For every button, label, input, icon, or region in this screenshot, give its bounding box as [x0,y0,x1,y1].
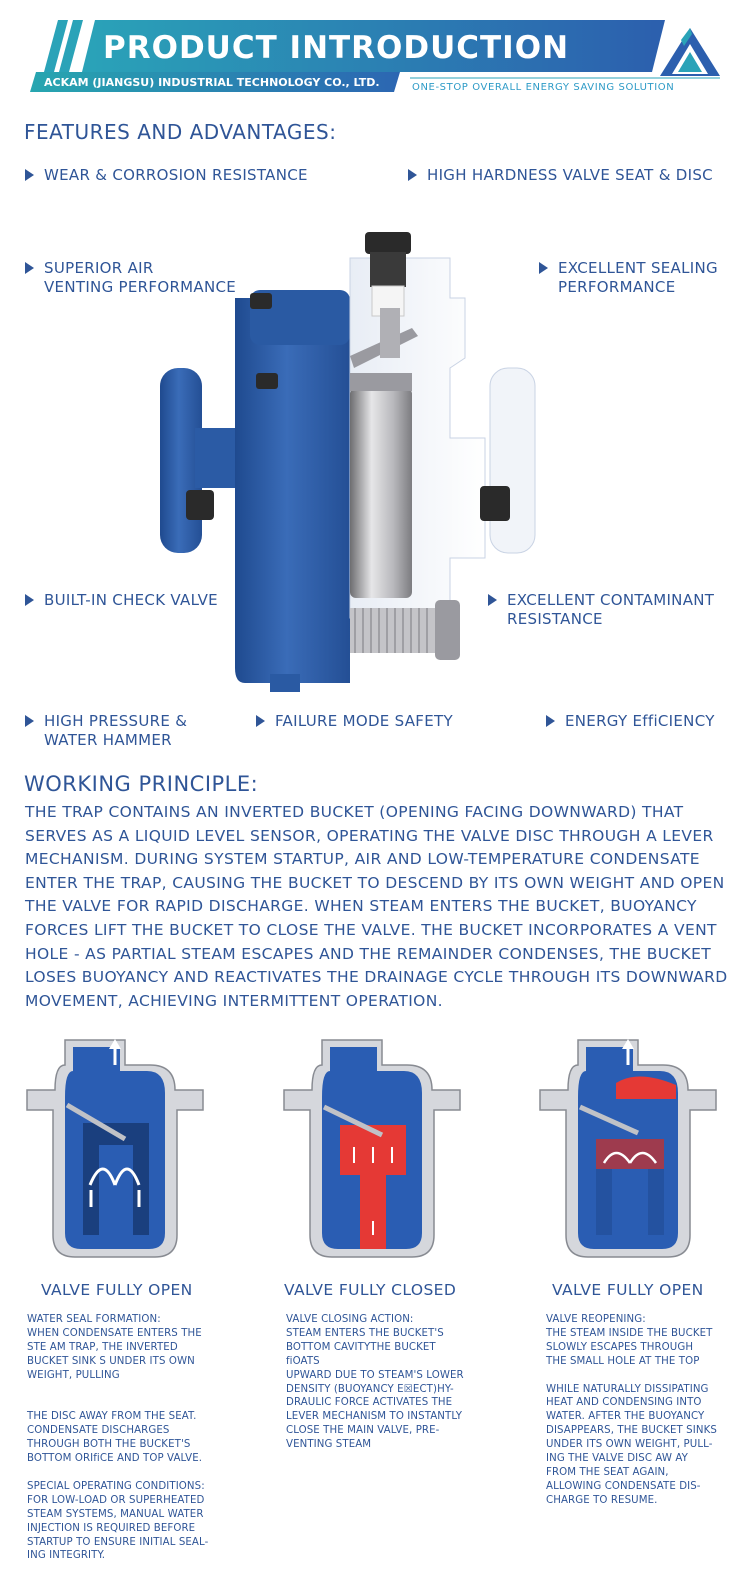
feature-label: SUPERIOR AIR VENTING PERFORMANCE [44,259,237,296]
feature-label: EXCELLENT CONTAMINANT RESISTANCE [507,591,715,628]
ackam-logo-icon [660,28,720,76]
principle-title: WORKING PRINCIPLE: [24,772,259,796]
diagram-title: VALVE FULLY CLOSED [284,1281,457,1299]
triangle-bullet-icon [256,715,265,727]
feature-item [25,712,187,750]
triangle-bullet-icon [25,715,34,727]
diagram-description: WATER SEAL FORMATION: WHEN CONDENSATE ENTERS THE STE AM TRAP, THE INVERTED BUCKET SINK S UNDER ITS OWN WEIGHT, PULLING THE DISC AWAY FROM THE SEAT. CONDENSATE DISCHARGES THROUGH BOTH THE BUCKET'S BOTTOM ORIfiCE AND TOP VALVE. SPECIAL OPERATING CONDITIONS: FOR LOW-LOAD OR SUPERHEATED STEAM SYSTEMS, MANUAL WATER INJECTION IS REQUIRED BEFORE STARTUP TO ENSURE INITIAL SEAL- ING INTEGRITY. [27,1314,209,1562]
triangle-bullet-icon [25,262,34,274]
feature-item [25,166,308,185]
feature-label: BUILT-IN CHECK VALVE [44,591,218,609]
feature-item [539,259,718,297]
triangle-bullet-icon [25,169,34,181]
feature-label: HIGH PRESSURE & WATER HAMMER [44,712,188,749]
company-name: ACKAM (JIANGSU) INDUSTRIAL TECHNOLOGY CO., LTD. [44,76,380,89]
slogan: ONE-STOP OVERALL ENERGY SAVING SOLUTION [412,82,675,93]
principle-text: THE TRAP CONTAINS AN INVERTED BUCKET (OPENING FACING DOWNWARD) THAT SERVES AS A LIQUID LEVEL SENSOR, OPERATING THE VALVE DISC THROUGH A LEVER MECHANISM. DURING SYSTEM STARTUP, AIR AND LOW-TEMPERATURE CONDENSATE ENTER THE TRAP, CAUSING THE BUCKET TO DESCEND BY ITS OWN WEIGHT AND OPEN THE VALVE FOR RAPID DISCHARGE. WHEN STEAM ENTERS THE BUCKET, BUOYANCY FORCES LIFT THE BUCKET TO CLOSE THE VALVE. THE BUCKET INCORPORATES A VENT HOLE - AS PARTIAL STEAM ESCAPES AND THE REMAINDER CONDENSES, THE BUCKET LOSES BUOYANCY AND REACTIVATES THE DRAINAGE CYCLE THROUGH ITS DOWNWARD MOVEMENT, ACHIEVING INTERMITTENT OPERATION. [25,803,728,1010]
feature-item [408,166,713,185]
feature-label: EXCELLENT SEALING PERFORMANCE [558,259,718,296]
feature-label: FAILURE MODE SAFETY [275,712,453,730]
feature-label: ENERGY EffiCIENCY [565,712,715,730]
header-banner [0,0,750,105]
feature-item [256,712,453,731]
triangle-bullet-icon [408,169,417,181]
feature-item [546,712,715,731]
diagram-title: VALVE FULLY OPEN [41,1281,193,1299]
diagram-title: VALVE FULLY OPEN [552,1281,704,1299]
diagram-valve-open-2 [538,1035,718,1260]
diagram-valve-closed [282,1035,462,1260]
page-title: PRODUCT INTRODUCTION [103,30,570,66]
diagram-description: VALVE CLOSING ACTION: STEAM ENTERS THE BUCKET'S BOTTOM CAVITYTHE BUCKET fiOATS UPWARD DUE TO STEAM'S LOWER DENSITY (BUOYANCY E☒ECT)HY- DRAULIC FORCE ACTIVATES THE LEVER MECHANISM TO INSTANTLY CLOSE THE MAIN VALVE, PRE- VENTING STEAM [286,1314,464,1451]
triangle-bullet-icon [25,594,34,606]
steam-trap-image [150,228,550,693]
triangle-bullet-icon [546,715,555,727]
features-title: FEATURES AND ADVANTAGES: [24,120,337,144]
feature-label: WEAR & CORROSION RESISTANCE [44,166,308,184]
diagram-description: VALVE REOPENING: THE STEAM INSIDE THE BUCKET SLOWLY ESCAPES THROUGH THE SMALL HOLE AT THE TOP WHILE NATURALLY DISSIPATING HEAT AND CONDENSING INTO WATER. AFTER THE BUOYANCY DISAPPEARS, THE BUCKET SINKS UNDER ITS OWN WEIGHT, PULL- ING THE VALVE DISC AW AY FROM THE SEAT AGAIN, ALLOWING CONDENSATE DIS- CHARGE TO RESUME. [546,1314,717,1506]
feature-label: HIGH HARDNESS VALVE SEAT & DISC [427,166,713,184]
diagram-valve-open-1 [25,1035,205,1260]
